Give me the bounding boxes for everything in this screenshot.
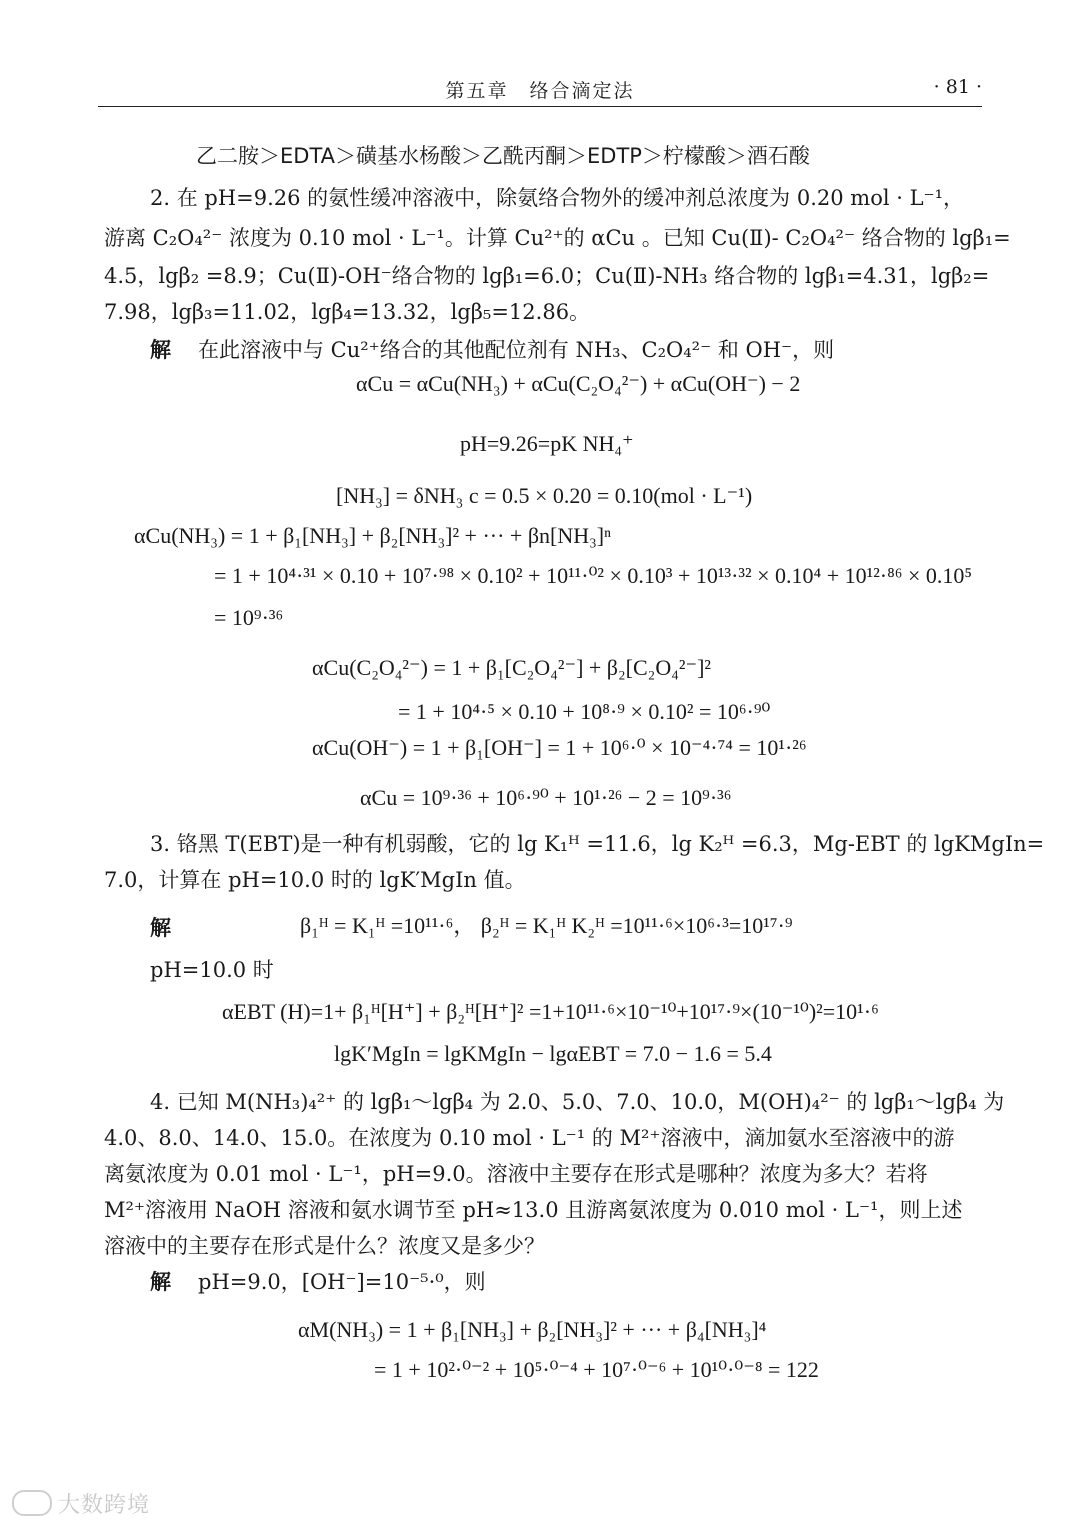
equation: αCu = αCu(NH₃) + αCu(C₂O₄²⁻) + αCu(OH⁻) − 2 [356, 371, 801, 396]
text-line: 7.98，lgβ₃=11.02，lgβ₄=13.32，lgβ₅=12.86。 [104, 300, 591, 324]
text-line: 4. 已知 M(NH₃)₄²⁺ 的 lgβ₁～lgβ₄ 为 2.0、5.0、7.0、10.0，M(OH)₄²⁻ 的 lgβ₁～lgβ₄ 为 [150, 1090, 1005, 1114]
equation: αCu(NH₃) = 1 + β₁[NH₃] + β₂[NH₃]² + ··· + βn[NH₃]ⁿ [134, 523, 612, 548]
page-number: · 81 · [933, 76, 982, 98]
text-line: 7.0，计算在 pH=10.0 时的 lgK′MgIn 值。 [104, 868, 526, 892]
text-line: pH=9.0，[OH⁻]=10⁻⁵·⁰，则 [198, 1270, 486, 1294]
equation: αCu(C₂O₄²⁻) = 1 + β₁[C₂O₄²⁻] + β₂[C₂O₄²⁻]² [312, 655, 712, 680]
text-line: 溶液中的主要存在形式是什么？浓度又是多少？ [104, 1234, 545, 1258]
text-line: 乙二胺＞EDTA＞磺基水杨酸＞乙酰丙酮＞EDTP＞柠檬酸＞酒石酸 [196, 144, 810, 168]
watermark-logo-icon [12, 1490, 52, 1516]
running-header-title: 第五章 络合滴定法 [445, 80, 635, 102]
text-line: 2. 在 pH=9.26 的氨性缓冲溶液中，除氨络合物外的缓冲剂总浓度为 0.20 mol · L⁻¹， [150, 186, 965, 210]
equation: αCu(OH⁻) = 1 + β₁[OH⁻] = 1 + 10⁶·⁰ × 10⁻⁴·⁷⁴ = 10¹·²⁶ [312, 735, 807, 760]
header-rule [98, 106, 982, 107]
equation: = 1 + 10⁴·⁵ × 0.10 + 10⁸·⁹ × 0.10² = 10⁶·⁹⁰ [398, 699, 771, 724]
text-line: 4.5，lgβ₂ =8.9；Cu(Ⅱ)-OH⁻络合物的 lgβ₁=6.0；Cu(Ⅱ)-NH₃ 络合物的 lgβ₁=4.31，lgβ₂= [104, 264, 990, 288]
text-line: pH=10.0 时 [150, 958, 274, 982]
text-line: 在此溶液中与 Cu²⁺络合的其他配位剂有 NH₃、C₂O₄²⁻ 和 OH⁻，则 [198, 338, 835, 362]
equation: αCu = 10⁹·³⁶ + 10⁶·⁹⁰ + 10¹·²⁶ − 2 = 10⁹·³⁶ [360, 785, 732, 810]
equation: = 1 + 10²·⁰⁻² + 10⁵·⁰⁻⁴ + 10⁷·⁰⁻⁶ + 10¹⁰·⁰⁻⁸ = 122 [374, 1357, 819, 1382]
text-line: 4.0、8.0、14.0、15.0。在浓度为 0.10 mol · L⁻¹ 的 M²⁺溶液中，滴加氨水至溶液中的游 [104, 1126, 955, 1150]
text-line: 3. 铬黑 T(EBT)是一种有机弱酸，它的 lg K₁ᴴ =11.6，lg K₂ᴴ =6.3，Mg-EBT 的 lgKMgIn= [150, 832, 1045, 856]
equation: = 1 + 10⁴·³¹ × 0.10 + 10⁷·⁹⁸ × 0.10² + 10¹¹·⁰² × 0.10³ + 10¹³·³² × 0.10⁴ + 10¹²·⁸⁶ × 0.10⁵ [214, 563, 973, 588]
equation: αEBT (H)=1+ β₁ᴴ[H⁺] + β₂ᴴ[H⁺]² =1+10¹¹·⁶×10⁻¹⁰+10¹⁷·⁹×(10⁻¹⁰)²=10¹·⁶ [222, 999, 879, 1024]
text-line: 离氨浓度为 0.01 mol · L⁻¹，pH=9.0。溶液中主要存在形式是哪种？浓度为多大？若将 [104, 1162, 928, 1186]
watermark-text: 大数跨境 [58, 1493, 151, 1518]
equation: β₁ᴴ = K₁ᴴ =10¹¹·⁶， β₂ᴴ = K₁ᴴ K₂ᴴ =10¹¹·⁶×10⁶·³=10¹⁷·⁹ [300, 913, 793, 938]
text-line: 游离 C₂O₄²⁻ 浓度为 0.10 mol · L⁻¹。计算 Cu²⁺的 αCu 。已知 Cu(Ⅱ)- C₂O₄²⁻ 络合物的 lgβ₁= [104, 226, 1011, 250]
equation: lgK′MgIn = lgKMgIn − lgαEBT = 7.0 − 1.6 = 5.4 [334, 1041, 772, 1066]
equation: pH=9.26=pK NH₄⁺ [460, 431, 634, 456]
solution-label: 解 [150, 338, 171, 362]
solution-label: 解 [150, 1270, 171, 1294]
text-line: M²⁺溶液用 NaOH 溶液和氨水调节至 pH≈13.0 且游离氨浓度为 0.010 mol · L⁻¹，则上述 [104, 1198, 963, 1222]
solution-label: 解 [150, 916, 171, 940]
watermark [12, 1488, 150, 1519]
equation: αM(NH₃) = 1 + β₁[NH₃] + β₂[NH₃]² + ··· + β₄[NH₃]⁴ [298, 1317, 767, 1342]
equation: = 10⁹·³⁶ [214, 605, 284, 630]
equation: [NH₃] = δNH₃ c = 0.5 × 0.20 = 0.10(mol · L⁻¹) [336, 483, 753, 508]
